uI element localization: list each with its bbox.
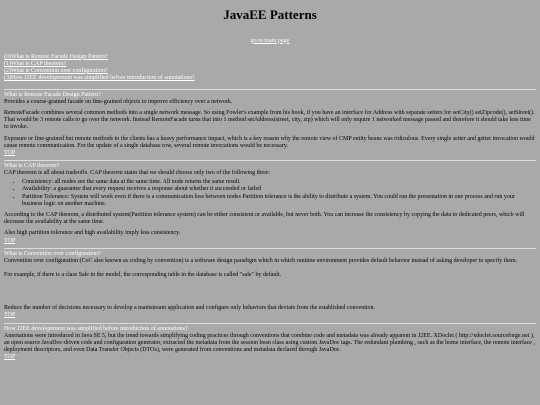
top-link-1[interactable]: TOP bbox=[4, 237, 16, 244]
top-link-wrap-3 bbox=[4, 354, 536, 361]
list-item: • Partition Tolerance: System will work even if there is a communication loss between nodes Partition tolerance is the ability to distribute a system. You could run the presentation in one process and run your business logic on another machine. bbox=[22, 194, 536, 208]
list-item: • Availability: a guarantee that every request receives a response about whether it succeeded or failed bbox=[22, 186, 536, 193]
section-2-paragraph-1: For example, if there is a class Sale in the model, the corresponding table in the database is called "sale" by default. bbox=[4, 271, 282, 278]
section-heading-1: What is CAP theorem? bbox=[4, 163, 60, 170]
spacer bbox=[4, 283, 536, 305]
top-link-0[interactable]: TOP bbox=[4, 149, 16, 156]
toc-link-2[interactable]: (2)What is Convention over configuration? bbox=[4, 67, 108, 74]
section-0-paragraph-0: Provides a course-grained facade on fine-grained objects to improve efficiency over a network. bbox=[4, 98, 233, 105]
top-link-wrap-2 bbox=[4, 312, 536, 319]
divider bbox=[4, 323, 536, 324]
section-3-paragraph-0: Annotations were introduced in Java SE 5, but the trend towards simplifying coding practices through conventions that combine code and metadata was already apparent in J2EE. XDoclet ( http://xdoclet.sourceforge.net ), an open source JavaDoc-driven code and configuration generator, extracted the metadata from the session bean class using custom JavaDoc tags. The redundant plumbing , such as the home interface, the remote interface , deployment descriptors, and even Data Transfer Objects (DTOs), were generated from conventions and metadata declared through JavaDoc. bbox=[4, 332, 535, 353]
cap-list bbox=[4, 179, 536, 208]
main-page-link-wrap bbox=[4, 38, 536, 45]
section-1-paragraph-1: Also high partition tolerance and high availability imply less consistency. bbox=[4, 230, 181, 237]
section-1-intro: CAP theorem is all about tradeoffs. CAP theorem states that we should choose only two of the following three: bbox=[4, 170, 271, 177]
section-0-paragraph-2: Exposure or fine-grained but remote methods to the clients has a heavy performance impact, which is a key reason why the remote view of CMP entity beans was ridiculous. Every single setter and getter invocation would cause remote communication. For the update of a single database row, several remote invocations would be necessary. bbox=[4, 135, 535, 149]
list-item: • Consistency: all nodes see the same data at the same time. All node returns the same result. bbox=[22, 179, 536, 186]
top-link-3[interactable]: TOP bbox=[4, 354, 16, 361]
section-heading-2: What is Convention over configuration? bbox=[4, 250, 101, 257]
divider bbox=[4, 160, 536, 161]
divider bbox=[4, 89, 536, 90]
toc-link-1[interactable]: (1)What is CAP theorem? bbox=[4, 60, 67, 67]
main-page-link[interactable]: go to main page bbox=[250, 37, 290, 44]
top-link-wrap-1 bbox=[4, 238, 536, 245]
section-heading-3: How J2EE developement was simplified before introduction of annotations? bbox=[4, 325, 188, 332]
table-of-contents bbox=[4, 54, 536, 82]
divider bbox=[4, 248, 536, 249]
top-link-wrap-0 bbox=[4, 150, 536, 157]
section-2-paragraph-2: Reduce the number of decisions necessary to develop a mainstream application and configure only behaviors that deviate from the established convention. bbox=[4, 305, 376, 312]
top-link-2[interactable]: TOP bbox=[4, 312, 16, 319]
section-1-paragraph-0: According to the CAP theorem, a distributed system(Partition tolerance system) can be either consistent or available, but never both. You can increase the consistency by copying the data to dedicated peers, which will decrease the availability at the same time. bbox=[4, 212, 525, 226]
section-2-paragraph-0: Convention over configuration (CoC also known as coding by convention) is a software design paradigm which in which runtime environment provides default behavior instead of asking developer to specify them. bbox=[4, 257, 518, 264]
section-heading-0: What is Remote Facade Design Pattern? bbox=[4, 91, 101, 98]
section-0-paragraph-1: RemoteFacade combines several common methods into a single network message. So using Fowler's example from his book, if you have an interface for Address with separate setters for setCity() setZipcode(), setStreet(). That would be 3 remote calls to go over the network. Instead RemoteFacade turns that into 1 method setAddress(street, city, zip) which will only require 1 networked message passed and therefore it should take less time to invoke. bbox=[4, 109, 535, 131]
page-title: JavaEE Patterns bbox=[223, 7, 317, 22]
toc-link-0[interactable]: (0)What is Remote Facade Design Pattern? bbox=[4, 53, 108, 60]
toc-link-3[interactable]: (3)How J2EE developement was simplified before introduction of annotations? bbox=[4, 74, 195, 81]
